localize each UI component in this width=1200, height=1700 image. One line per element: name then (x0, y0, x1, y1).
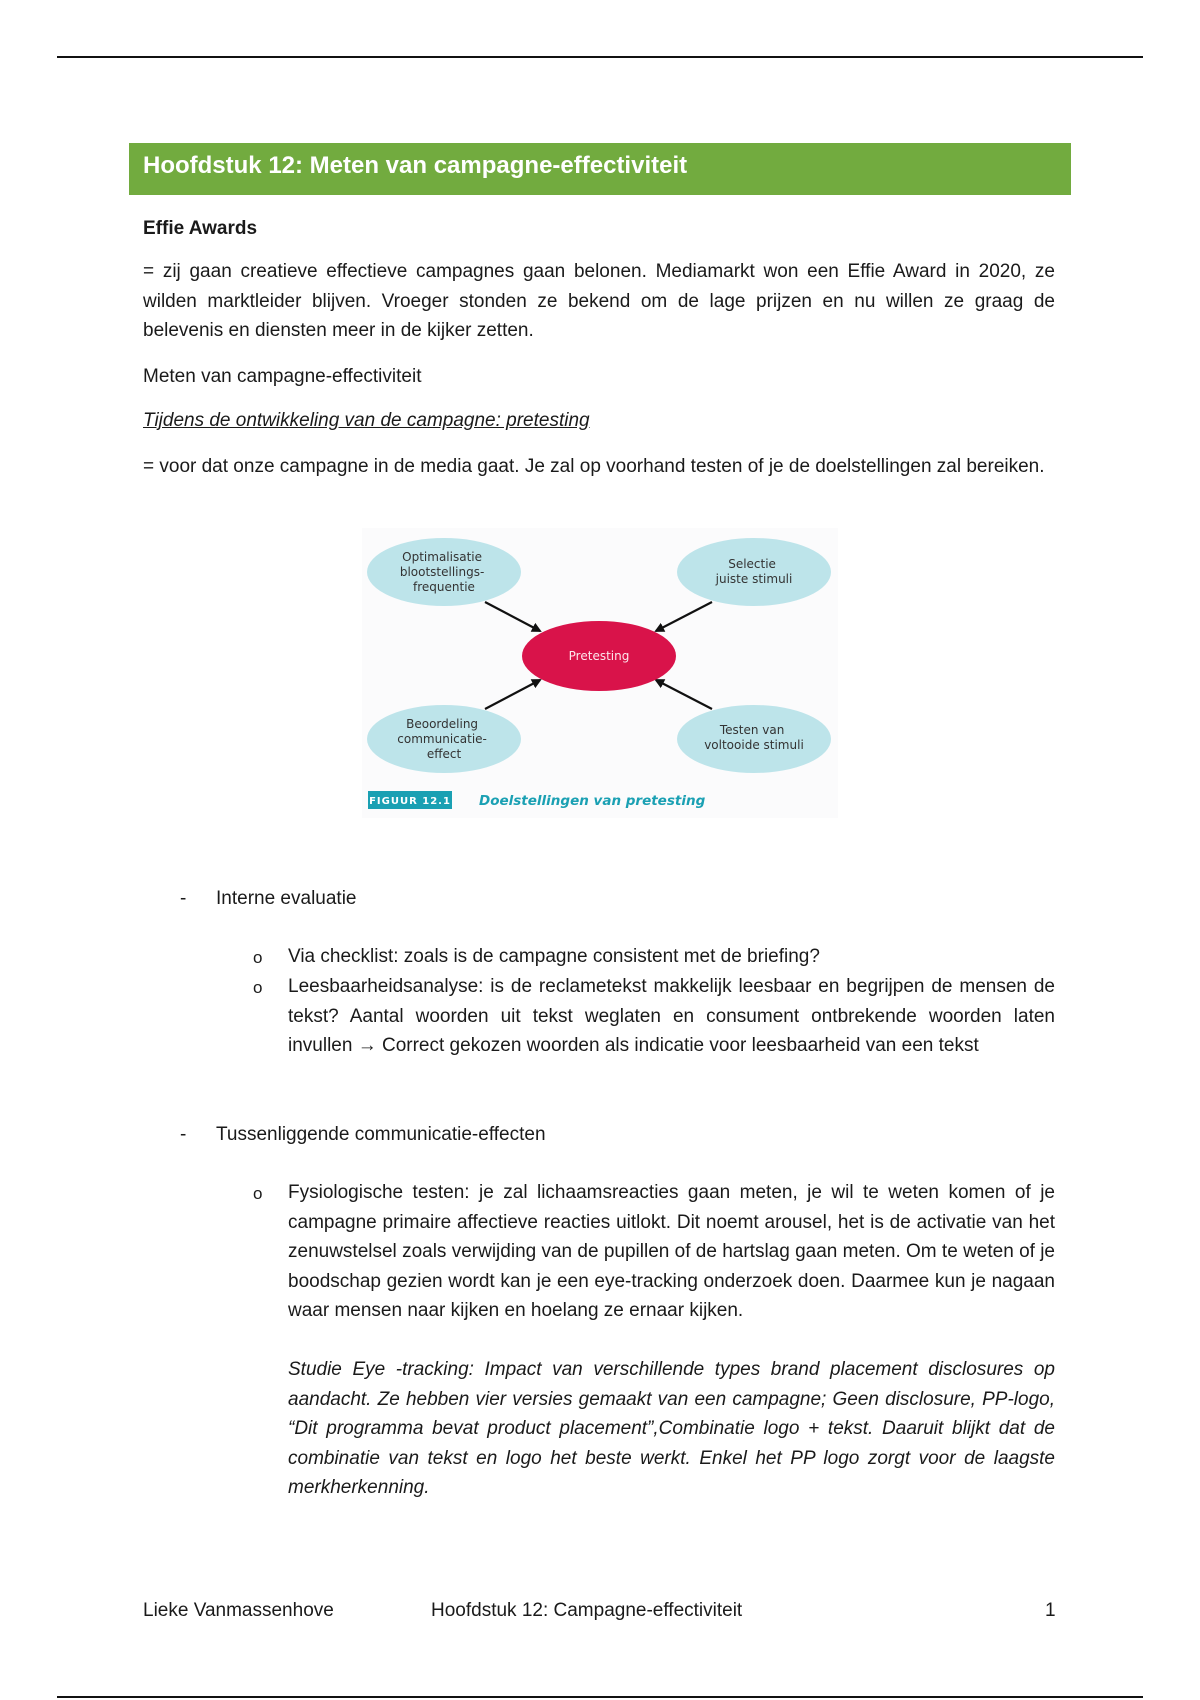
section-title-interne-evaluatie: Interne evaluatie (216, 888, 357, 909)
list-item-fysiologische-testen: Fysiologische testen: je zal lichaamsreacties gaan meten, je wil te weten komen of je campagne primaire affectieve reacties uitlokt. Dit noemt arousel, het is de activatie van het zenuwstelsel zoals verwijding van de pupillen of de hartslag gaan meten. Om te weten of je boodschap gezien wordt kan je een eye-tracking onderzoek doen. Daarmee kun je nagaan waar mensen naar kijken en hoelang ze ernaar kijken. (288, 1182, 1055, 1321)
footer-chapter: Hoofdstuk 12: Campagne-effectiviteit (431, 1600, 743, 1621)
list-bullet: o (253, 1184, 263, 1203)
pretesting-paragraph: = voor dat onze campagne in de media gaat. Je zal op voorhand testen of je de doelstellingen zal bereiken. (143, 456, 1045, 477)
arrow-top-right (656, 602, 712, 631)
node-beoordeling-label: Beoordeling communicatie- effect (397, 717, 487, 761)
section-bullet: - (180, 1124, 187, 1145)
chapter-title: Hoofdstuk 12: Meten van campagne-effectiviteit (129, 143, 1071, 195)
list-bullet: o (253, 978, 263, 997)
list-item-checklist: Via checklist: zoals is de campagne consistent met de briefing? (288, 946, 820, 967)
bottom-rule (57, 1696, 1143, 1698)
effie-paragraph: = zij gaan creatieve effectieve campagnes gaan belonen. Mediamarkt won een Effie Award in 2020, ze wilden marktleider blijven. Vroeger stonden ze bekend om de lage prijzen en nu willen ze graag de belevenis en diensten meer in de kijker zetten. (143, 261, 1055, 341)
node-optimalisatie-label: Optimalisatie blootstellings- frequentie (399, 550, 485, 594)
footer-author: Lieke Vanmassenhove (143, 1600, 334, 1621)
pretesting-subheading: Tijdens de ontwikkeling van de campagne: pretesting (143, 410, 590, 431)
figure-label: FIGUUR 12.1 (369, 796, 451, 807)
pretesting-figure (362, 528, 838, 818)
section-title-communicatie-effecten: Tussenliggende communicatie-effecten (216, 1124, 546, 1145)
eye-tracking-study: Studie Eye -tracking: Impact van verschillende types brand placement disclosures op aandacht. Ze hebben vier versies gemaakt van een campagne; Geen disclosure, PP-logo, “Dit programma bevat product placement”,Combinatie logo + tekst. Daaruit blijkt dat de combinatie van tekst en logo het beste werkt. Enkel het PP logo zorgt voor de laagste merkherkenning. (288, 1359, 1055, 1498)
center-pretesting-label: Pretesting (568, 649, 630, 663)
measure-heading: Meten van campagne-effectiviteit (143, 366, 422, 387)
arrow-bottom-left (485, 680, 540, 709)
page-number: 1 (1045, 1600, 1056, 1621)
list-bullet: o (253, 948, 263, 967)
arrow-bottom-right (656, 680, 712, 709)
list-item-leesbaarheid: Leesbaarheidsanalyse: is de reclametekst makkelijk leesbaar en begrijpen de mensen de tekst? Aantal woorden uit tekst weglaten en consument ontbrekende woorden laten invullen → Correct gekozen woorden als indicatie voor leesbaarheid van een tekst (288, 976, 1055, 1056)
effie-heading: Effie Awards (143, 218, 258, 239)
figure-caption: Doelstellingen van pretesting (479, 793, 706, 809)
arrow-top-left (485, 602, 540, 631)
top-rule (57, 56, 1143, 58)
section-bullet: - (180, 888, 187, 909)
node-testen-label: Testen van voltooide stimuli (704, 723, 804, 752)
node-selectie-label: Selectie juiste stimuli (715, 557, 793, 586)
